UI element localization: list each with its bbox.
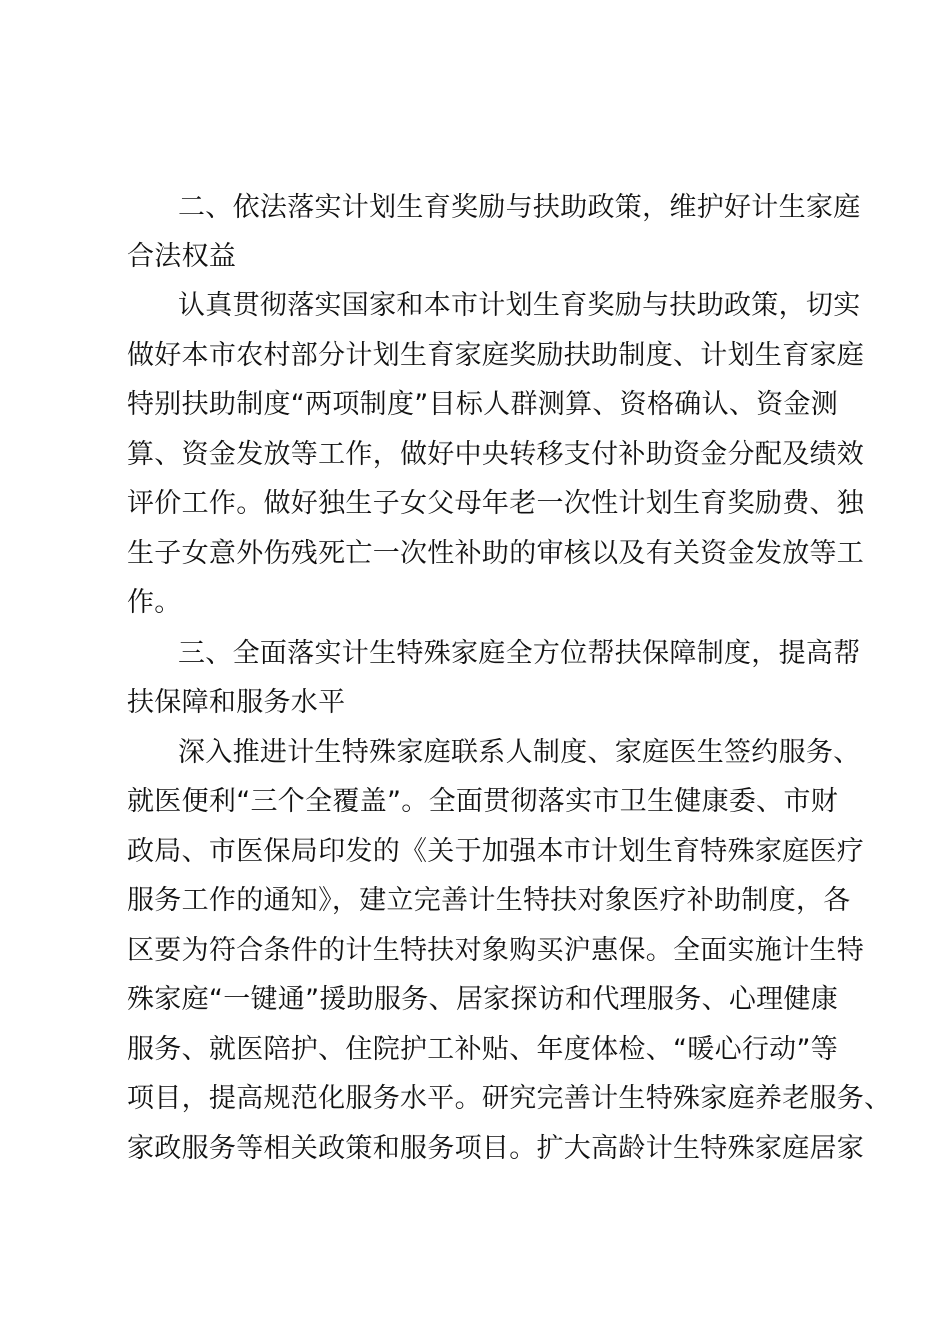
section-heading-2-line-2: 合法权益 bbox=[127, 241, 237, 272]
paragraph-1-line-2: 做好本市农村部分计划生育家庭奖励扶助制度、计划生育家庭 bbox=[127, 340, 865, 371]
paragraph-1-line-5: 评价工作。做好独生子女父母年老一次性计划生育奖励费、独 bbox=[127, 488, 865, 519]
section-heading-3-line-2: 扶保障和服务水平 bbox=[127, 687, 346, 718]
paragraph-2-line-5: 区要为符合条件的计生特扶对象购买沪惠保。全面实施计生特 bbox=[127, 935, 865, 966]
paragraph-2-line-9: 家政服务等相关政策和服务项目。扩大高龄计生特殊家庭居家 bbox=[127, 1133, 865, 1164]
section-heading-3-line-1: 三、全面落实计生特殊家庭全方位帮扶保障制度，提高帮 bbox=[178, 638, 861, 669]
paragraph-1-line-7: 作。 bbox=[127, 587, 182, 618]
paragraph-1-line-6: 生子女意外伤残死亡一次性补助的审核以及有关资金发放等工 bbox=[127, 538, 865, 569]
paragraph-2-line-8: 项目，提高规范化服务水平。研究完善计生特殊家庭养老服务、 bbox=[127, 1083, 892, 1114]
section-heading-2-line-1: 二、依法落实计划生育奖励与扶助政策，维护好计生家庭 bbox=[178, 192, 861, 223]
paragraph-2-line-6: 殊家庭“一键通”援助服务、居家探访和代理服务、心理健康 bbox=[127, 984, 839, 1015]
paragraph-1-line-3: 特别扶助制度“两项制度”目标人群测算、资格确认、资金测 bbox=[127, 389, 839, 420]
paragraph-2-line-4: 服务工作的通知》，建立完善计生特扶对象医疗补助制度，各 bbox=[127, 885, 851, 916]
paragraph-2-line-7: 服务、就医陪护、住院护工补贴、年度体检、“暖心行动”等 bbox=[127, 1034, 839, 1065]
paragraph-2-line-1: 深入推进计生特殊家庭联系人制度、家庭医生签约服务、 bbox=[178, 737, 861, 768]
paragraph-2-line-3: 政局、市医保局印发的《关于加强本市计划生育特殊家庭医疗 bbox=[127, 836, 865, 867]
paragraph-1-line-4: 算、资金发放等工作，做好中央转移支付补助资金分配及绩效 bbox=[127, 439, 865, 470]
paragraph-2-line-2: 就医便利“三个全覆盖”。全面贯彻落实市卫生健康委、市财 bbox=[127, 786, 839, 817]
paragraph-1-line-1: 认真贯彻落实国家和本市计划生育奖励与扶助政策，切实 bbox=[178, 290, 861, 321]
